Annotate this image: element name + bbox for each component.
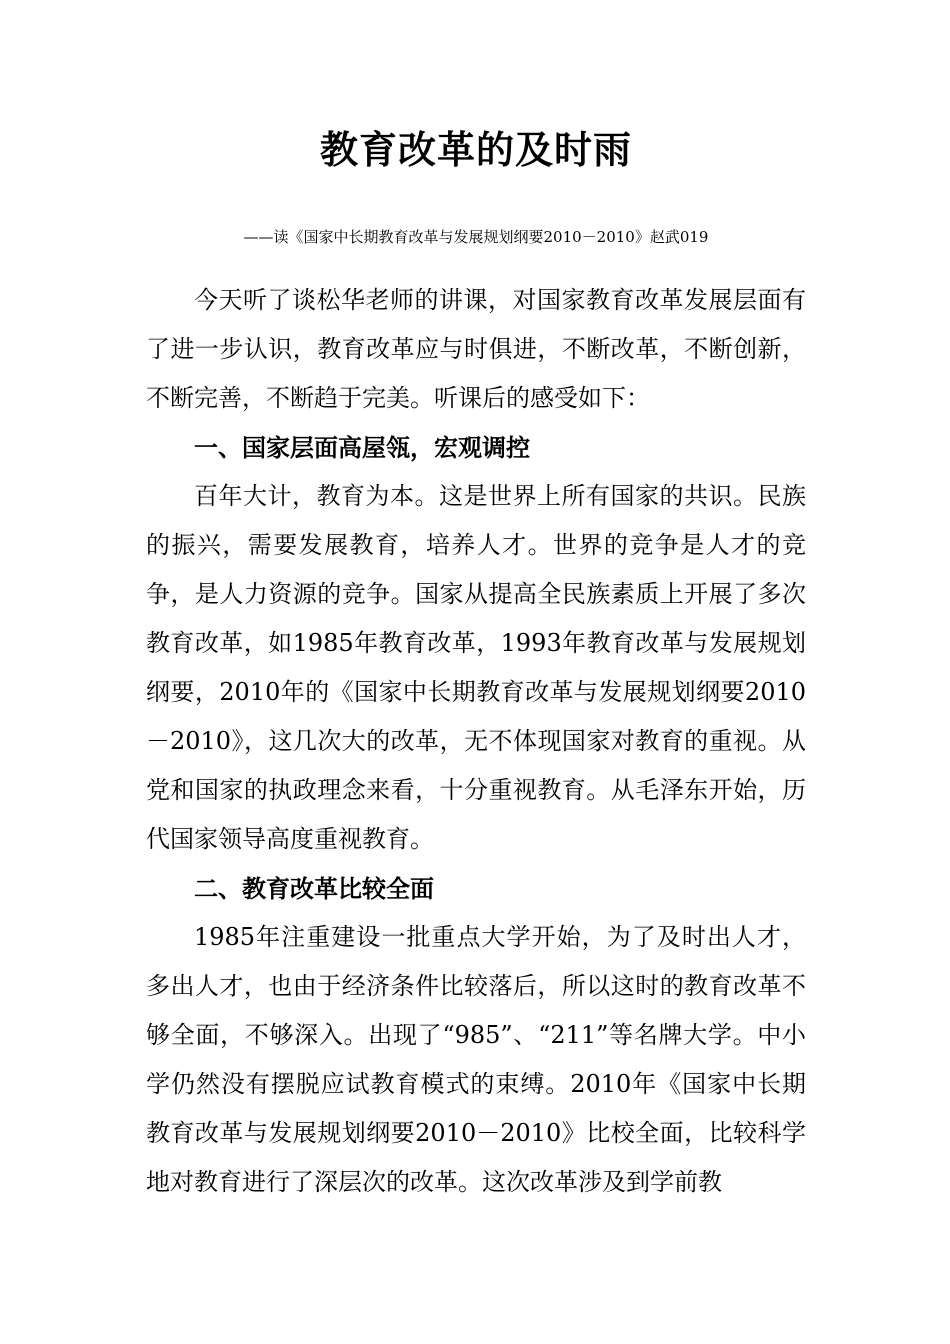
paragraph-intro: 今天听了谈松华老师的讲课，对国家教育改革发展层面有了进一步认识，教育改革应与时俱进，不断改革，不断创新，不断完善，不断趋于完美。听课后的感受如下： <box>146 286 806 412</box>
section-heading-2: 二、教育改革比较全面 <box>194 874 434 903</box>
document-subtitle: ——读《国家中长期教育改革与发展规划纲要2010－2010》赵武019 <box>243 228 709 246</box>
paragraph-section-2: 1985年注重建设一批重点大学开始，为了及时出人才，多出人才，也由于经济条件比较落后，所以这时的教育改革不够全面，不够深入。出现了“985”、“211”等名牌大学。中小学仍然没有摆脱应试教育模式的束缚。2010年《国家中长期教育改革与发展规划纲要2010－2010》比校全面，比较科学地对教育进行了深层次的改革。这次改革涉及到学前教 <box>146 923 806 1196</box>
paragraph-section-1: 百年大计，教育为本。这是世界上所有国家的共识。民族的振兴，需要发展教育，培养人才。世界的竞争是人才的竞争，是人力资源的竞争。国家从提高全民族素质上开展了多次教育改革，如1985年教育改革，1993年教育改革与发展规划纲要，2010年的《国家中长期教育改革与发展规划纲要2010－2010》，这几次大的改革，无不体现国家对教育的重视。从党和国家的执政理念来看，十分重视教育。从毛泽东开始，历代国家领导高度重视教育。 <box>146 482 806 853</box>
document-title: 教育改革的及时雨 <box>319 127 632 172</box>
section-heading-1: 一、国家层面高屋瓴，宏观调控 <box>194 433 530 462</box>
document-body <box>146 276 806 1207</box>
